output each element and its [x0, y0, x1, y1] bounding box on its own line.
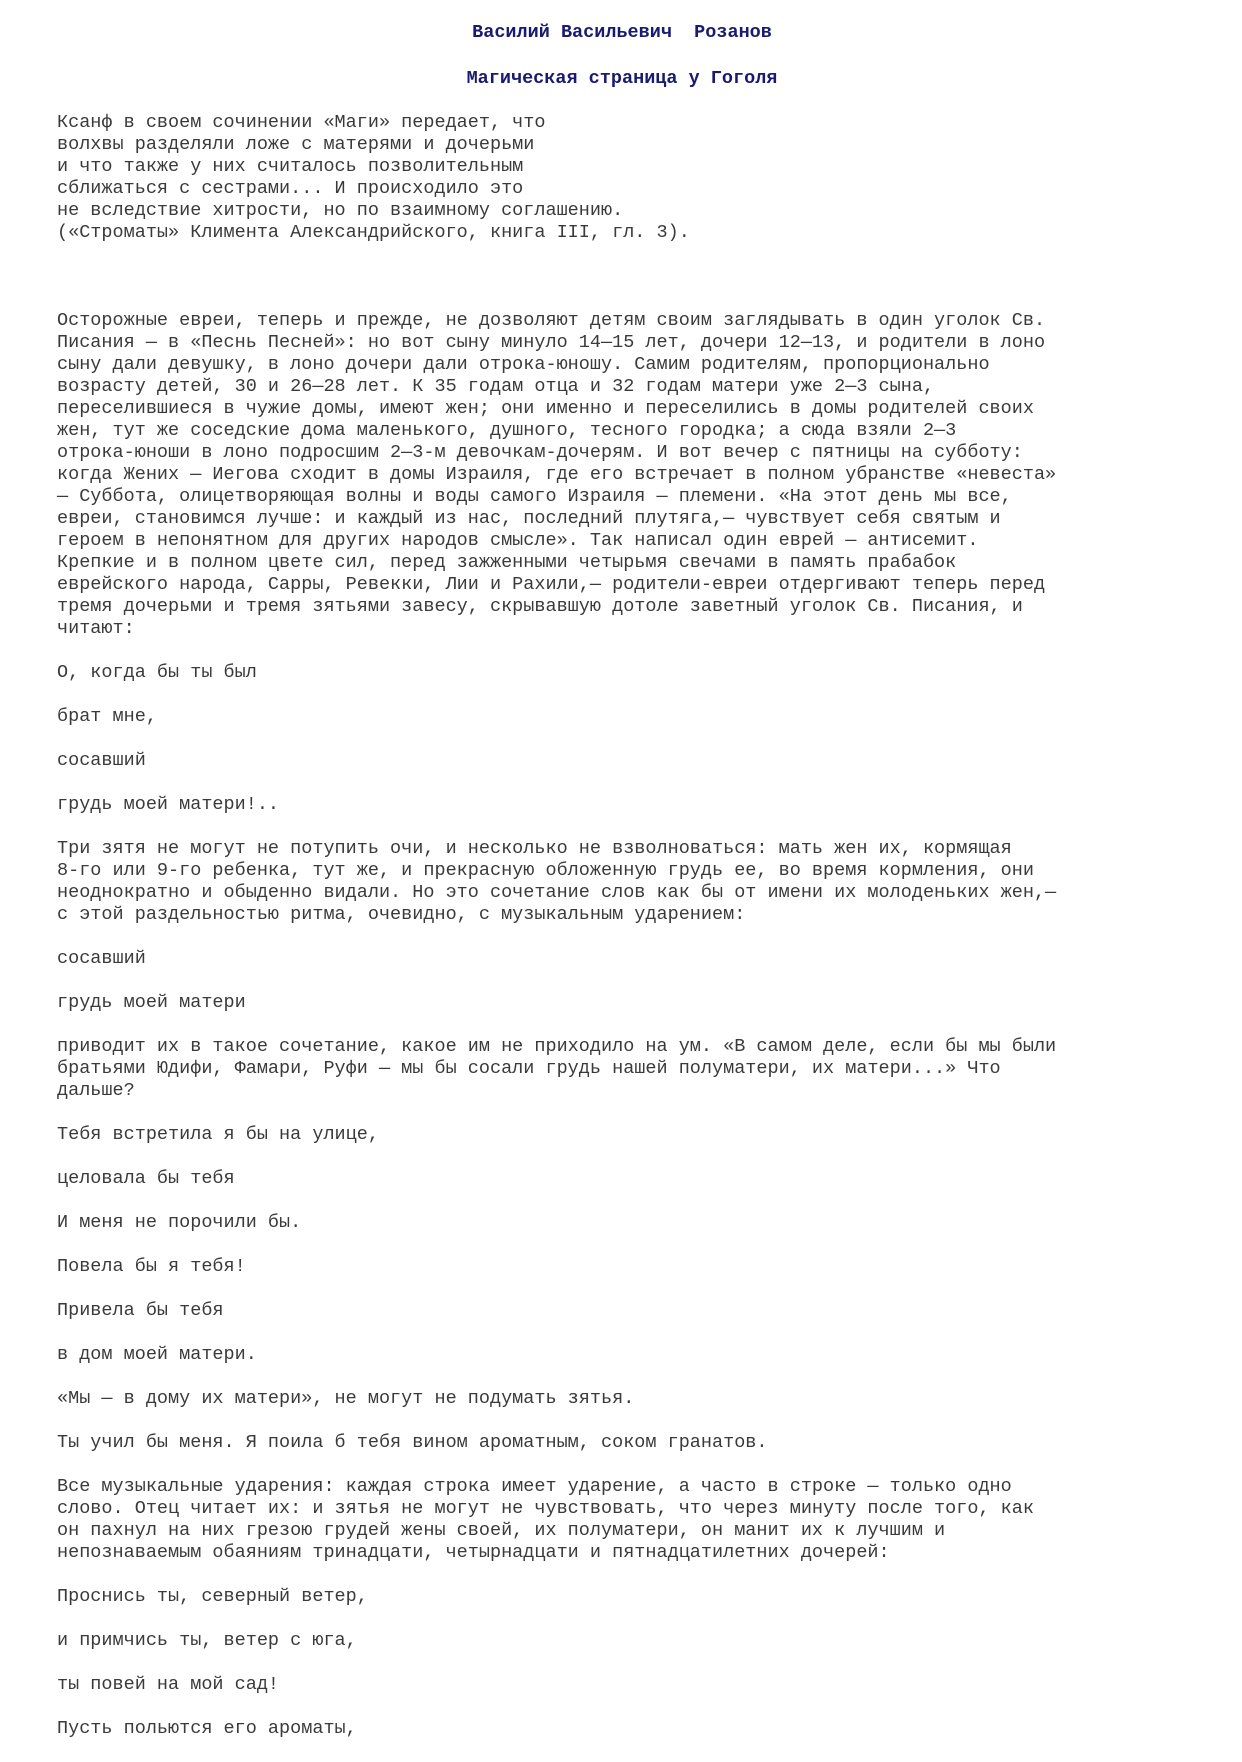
paragraph-line: героем в непонятном для других народов смысле». Так написал один еврей — антисемит.: [57, 530, 979, 551]
epigraph-line: и что также у них считалось позволительным: [57, 156, 524, 177]
epigraph-line: Ксанф в своем сочинении «Маги» передает, что: [57, 112, 546, 133]
paragraph-line: отрока-юноши в лоно подросшим 2—3-м девочкам-дочерям. И вот вечер с пятницы на субботу:: [57, 442, 1023, 463]
epigraph-line: волхвы разделяли ложе с матерями и дочерьми: [57, 134, 535, 155]
paragraph-line: слово. Отец читает их: и зятья не могут не чувствовать, что через минуту после того, как: [57, 1498, 1034, 1519]
verse-line: «Мы — в дому их матери», не могут не подумать зятья.: [57, 1388, 635, 1409]
paragraph-line: когда Жених — Иегова сходит в домы Израиля, где его встречает в полном убранстве «невеста»: [57, 464, 1057, 485]
verse-line: брат мне,: [57, 706, 157, 727]
verse-line: И меня не порочили бы.: [57, 1212, 302, 1233]
document-page: [57, 22, 1187, 1762]
paragraph: [57, 1036, 1187, 1102]
verse-line: грудь моей матери: [57, 992, 246, 1013]
paragraph-line: непознаваемым обаяниям тринадцати, четырнадцати и пятнадцатилетних дочерей:: [57, 1542, 890, 1563]
verse-line: Проснись ты, северный ветер,: [57, 1586, 368, 1607]
verse-line: Привела бы тебя: [57, 1300, 224, 1321]
paragraph-line: братьями Юдифи, Фамари, Руфи — мы бы сосали грудь нашей полуматери, их матери...» Что: [57, 1058, 1001, 1079]
paragraph-line: дальше?: [57, 1080, 135, 1101]
verse-line: грудь моей матери!..: [57, 794, 280, 815]
verse-line: сосавший: [57, 948, 146, 969]
verse-line: О, когда бы ты был: [57, 662, 257, 683]
author-name: Василий Васильевич Розанов: [472, 22, 772, 43]
paragraph-line: Писания — в «Песнь Песней»: но вот сыну минуло 14—15 лет, дочери 12—13, и родители в лоно: [57, 332, 1046, 353]
verse-line: Пусть польются его ароматы,: [57, 1718, 357, 1739]
epigraph-line: сближаться с сестрами... И происходило это: [57, 178, 524, 199]
paragraph-line: Крепкие и в полном цвете сил, перед зажженными четырьмя свечами в память прабабок: [57, 552, 957, 573]
paragraph-line: Три зятя не могут не потупить очи, и несколько не взволноваться: мать жен их, кормящая: [57, 838, 1012, 859]
verse-line: в дом моей матери.: [57, 1344, 257, 1365]
body-text: [57, 310, 1187, 1740]
paragraph-line: возрасту детей, 30 и 26—28 лет. К 35 годам отца и 32 годам матери уже 2—3 сына,: [57, 376, 935, 397]
paragraph-line: неоднократно и обыденно видали. Но это сочетание слов как бы от имени их молоденьких жен,—: [57, 882, 1057, 903]
epigraph: [57, 112, 1187, 244]
paragraph-line: он пахнул на них грезою грудей жены своей, их полуматери, он манит их к лучшим и: [57, 1520, 946, 1541]
verse-line: Повела бы я тебя!: [57, 1256, 246, 1277]
verse-line: Ты учил бы меня. Я поила б тебя вином ароматным, соком гранатов.: [57, 1432, 768, 1453]
paragraph-line: сыну дали девушку, в лоно дочери дали отрока-юношу. Самим родителям, пропорционально: [57, 354, 990, 375]
epigraph-line: («Строматы» Климента Александрийского, книга III, гл. 3).: [57, 222, 690, 243]
paragraph-line: — Суббота, олицетворяющая волны и воды самого Израиля — племени. «На этот день мы все,: [57, 486, 1012, 507]
paragraph-line: приводит их в такое сочетание, какое им не приходило на ум. «В самом деле, если бы мы были: [57, 1036, 1057, 1057]
paragraph-line: читают:: [57, 618, 135, 639]
document-title: Магическая страница у Гоголя: [466, 68, 778, 89]
verse-line: и примчись ты, ветер с юга,: [57, 1630, 357, 1651]
verse-line: ты повей на мой сад!: [57, 1674, 280, 1695]
paragraph-line: переселившиеся в чужие домы, имеют жен; они именно и переселились в домы родителей своих: [57, 398, 1034, 419]
verse-line: сосавший: [57, 750, 146, 771]
paragraph-line: тремя дочерьми и тремя зятьями завесу, скрывавшую дотоле заветный уголок Св. Писания, и: [57, 596, 1023, 617]
paragraph-line: еврейского народа, Сарры, Ревекки, Лии и Рахили,— родители-евреи отдергивают теперь перед: [57, 574, 1046, 595]
epigraph-line: не вследствие хитрости, но по взаимному соглашению.: [57, 200, 624, 221]
paragraph-line: евреи, становимся лучше: и каждый из нас, последний плутяга,— чувствует себя святым и: [57, 508, 1001, 529]
verse-line: Тебя встретила я бы на улице,: [57, 1124, 379, 1145]
paragraph-line: Осторожные евреи, теперь и прежде, не дозволяют детям своим заглядывать в один уголок Св.: [57, 310, 1046, 331]
paragraph-line: жен, тут же соседские дома маленького, душного, тесного городка; а сюда взяли 2—3: [57, 420, 957, 441]
paragraph-line: с этой раздельностью ритма, очевидно, с музыкальным ударением:: [57, 904, 746, 925]
paragraph-line: Все музыкальные ударения: каждая строка имеет ударение, а часто в строке — только одно: [57, 1476, 1012, 1497]
paragraph: [57, 310, 1187, 640]
paragraph: [57, 1476, 1187, 1564]
verse-line: целовала бы тебя: [57, 1168, 235, 1189]
paragraph-line: 8-го или 9-го ребенка, тут же, и прекрасную обложенную грудь ее, во время кормления, они: [57, 860, 1034, 881]
paragraph: [57, 838, 1187, 926]
